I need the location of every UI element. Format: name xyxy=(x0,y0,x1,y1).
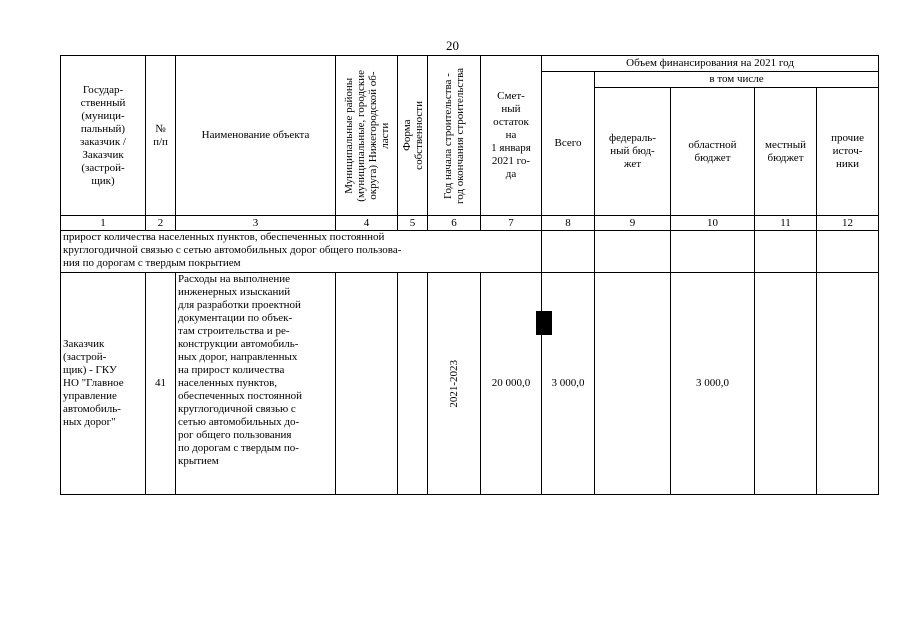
row-customer: Заказчик (застрой- щик) - ГКУ НО "Главное управление автомобиль- ных дорог" xyxy=(61,273,146,495)
column-number: 5 xyxy=(398,216,428,231)
row-years: 2021-2023 xyxy=(448,359,460,408)
header-customer: Государ- ственный (муници- пальный) заказчик / Заказчик (застрой- щик) xyxy=(61,56,146,216)
header-ownership-cell xyxy=(398,56,428,216)
row-num: 41 xyxy=(146,273,176,495)
row-federal xyxy=(595,273,671,495)
column-number: 3 xyxy=(176,216,336,231)
column-number: 2 xyxy=(146,216,176,231)
column-number: 1 xyxy=(61,216,146,231)
section-text: прирост количества населенных пунктов, обеспеченных постоянной круглогодичной связью с сетью автомобильных дорог общего пользова- ния по дорогам с твердым покрытием xyxy=(61,231,542,273)
row-remaining: 20 000,0 xyxy=(481,273,542,495)
empty-cell xyxy=(595,231,671,273)
header-other: прочие источ- ники xyxy=(817,88,879,216)
header-total: Всего xyxy=(542,72,595,216)
column-number: 9 xyxy=(595,216,671,231)
column-number: 6 xyxy=(428,216,481,231)
column-number: 8 xyxy=(542,216,595,231)
row-ownership xyxy=(398,273,428,495)
header-num: № п/п xyxy=(146,56,176,216)
table-row xyxy=(61,273,879,495)
header-including: в том числе xyxy=(595,72,879,88)
financing-table xyxy=(60,55,879,495)
row-districts xyxy=(336,273,398,495)
page-number: 20 xyxy=(446,38,459,53)
row-object-name: Расходы на выполнение инженерных изысканий для разработки проектной документации по объек- там строительства и ре- конструкции автомобиль- ных дорог, направленных на прирост количества населенных пунктов, обеспеченных постоянной круглогодичной связью с сетью автомобильных до- рог общего пользования по дорогам с твердым по- крытием xyxy=(176,273,336,495)
column-number: 11 xyxy=(755,216,817,231)
header-federal: федераль- ный бюд- жет xyxy=(595,88,671,216)
row-local xyxy=(755,273,817,495)
header-districts: Муниципальные районы (муниципальные, городские округа) Нижегородской об- ласти xyxy=(342,69,391,202)
row-other xyxy=(817,273,879,495)
section-row xyxy=(61,231,879,273)
column-number: 7 xyxy=(481,216,542,231)
header-funding-group: Объем финансирования на 2021 год xyxy=(542,56,879,72)
row-total: 3 000,0 xyxy=(542,273,595,495)
header-regional: областной бюджет xyxy=(671,88,755,216)
empty-cell xyxy=(542,231,595,273)
header-object-name: Наименование объекта xyxy=(176,56,336,216)
redaction-mark xyxy=(536,311,552,335)
empty-cell xyxy=(755,231,817,273)
empty-cell xyxy=(817,231,879,273)
header-local: местный бюджет xyxy=(755,88,817,216)
header-districts-cell xyxy=(336,56,398,216)
header-years: Год начала строительства - год окончания строительства xyxy=(442,67,466,204)
column-number: 4 xyxy=(336,216,398,231)
row-regional: 3 000,0 xyxy=(671,273,755,495)
column-number-row xyxy=(61,216,879,231)
header-years-cell xyxy=(428,56,481,216)
row-years-cell xyxy=(428,273,481,495)
column-number: 10 xyxy=(671,216,755,231)
column-number: 12 xyxy=(817,216,879,231)
empty-cell xyxy=(671,231,755,273)
header-ownership: Форма собственности xyxy=(400,101,425,170)
header-remaining: Смет- ный остаток на 1 января 2021 го- да xyxy=(481,56,542,216)
